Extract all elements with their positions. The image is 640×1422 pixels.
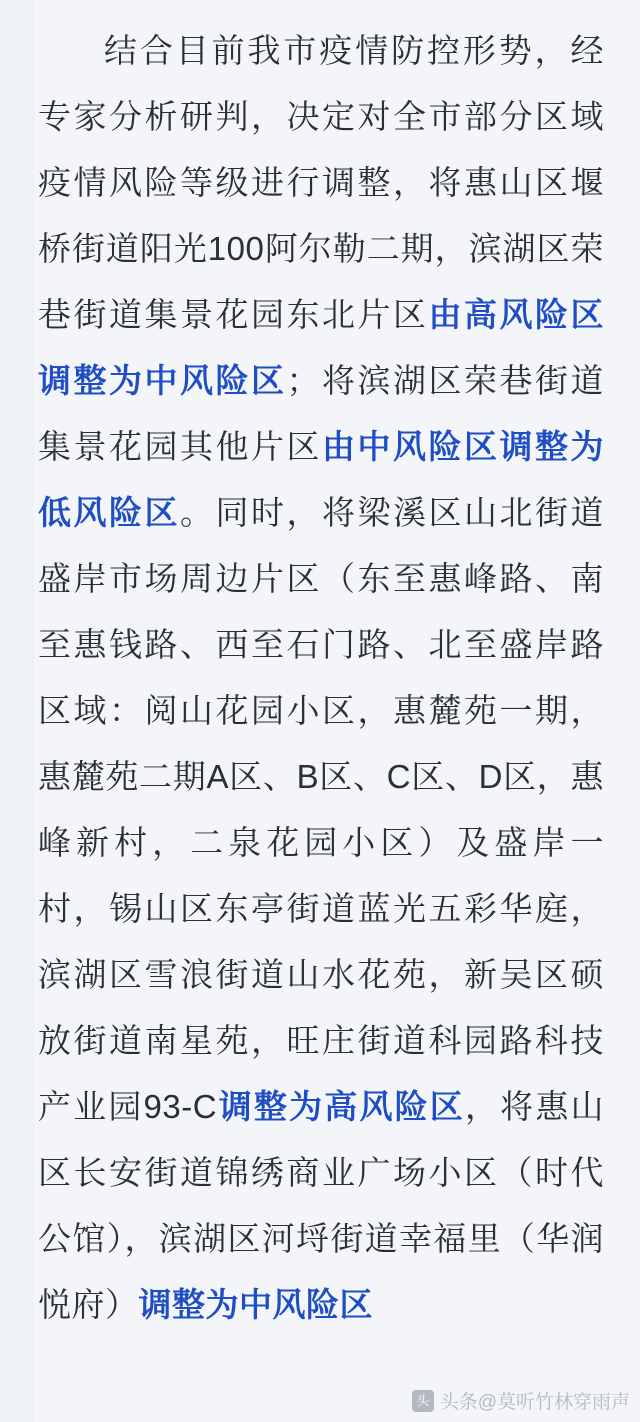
text-segment: 。同时，将梁溪区山北街道盛岸市场周边片区（东至惠峰路、南至惠钱路、西至石门路、北至盛岸路区域：阅山花园小区，惠麓苑一期，惠麓苑二期A区、B区、C区、D区，惠峰新村，二泉花园小区）及盛岸一村，锡山区东亭街道蓝光五彩华庭，滨湖区雪浪街道山水花苑，新吴区硕放街道南星苑，旺庄街道科园路科技产业园93-C xyxy=(38,494,604,1125)
highlighted-text-segment: 调整为高风险区 xyxy=(217,1088,465,1125)
toutiao-logo-icon: 头 xyxy=(412,1390,434,1412)
watermark xyxy=(412,1387,630,1414)
highlighted-text-segment: 调整为中风险区 xyxy=(138,1286,373,1323)
article-paragraph xyxy=(38,18,604,1338)
watermark-text: 头条@莫听竹林穿雨声 xyxy=(439,1392,630,1413)
text-segment: ，将惠山区长安街道锦绣商业广场小区（时代公馆），滨湖区河埒街道幸福里（华润悦府） xyxy=(38,1088,605,1323)
text-segment: ；将滨湖区荣巷街道集景花园其他片区 xyxy=(38,362,604,465)
highlighted-text-segment: 由高风险区调整为中风险区 xyxy=(38,296,604,399)
text-segment: 结合目前我市疫情防控形势，经专家分析研判，决定对全市部分区域疫情风险等级进行调整，将惠山区堰桥街道阳光100阿尔勒二期，滨湖区荣巷街道集景花园东北片区 xyxy=(38,32,604,333)
highlighted-text-segment: 由中风险区调整为低风险区 xyxy=(38,428,604,531)
